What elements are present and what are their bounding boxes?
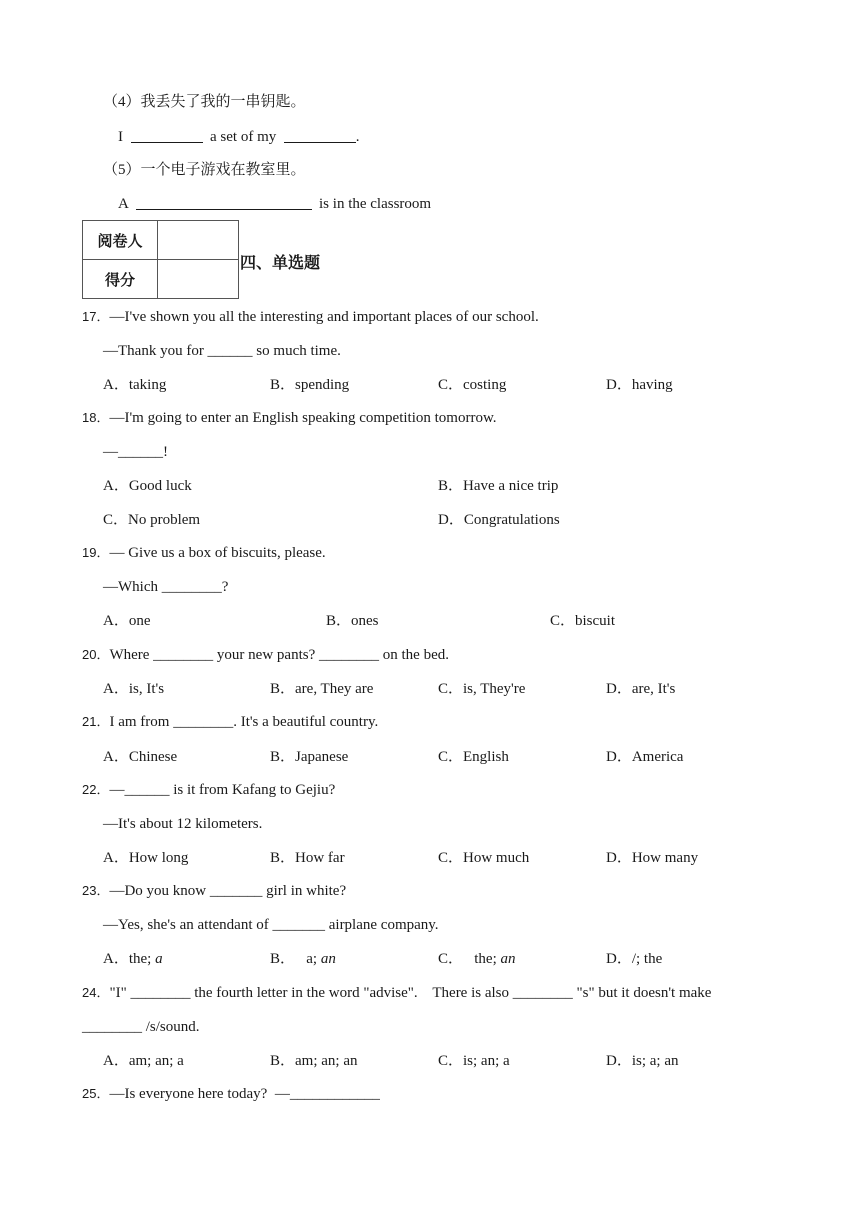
question-text: — Give us a box of biscuits, please. (109, 545, 326, 561)
question-21 (82, 712, 378, 732)
reviewer-label: 阅卷人 (83, 221, 158, 260)
score-cell[interactable] (158, 260, 239, 299)
question-20 (82, 645, 449, 665)
option-text: C． the; (438, 951, 501, 967)
question-number: 20． (82, 647, 110, 662)
question-text: I am from ________. It's a beautiful country. (109, 714, 379, 730)
question-text: "I" ________ the fourth letter in the word "advise". There is also ________ "s" but it doesn't make (109, 985, 712, 1001)
option-24-c[interactable]: C．is; an; a (438, 1053, 510, 1069)
question-number: 23． (82, 883, 110, 898)
question-text: —I'm going to enter an English speaking competition tomorrow. (109, 410, 497, 426)
question-22-line-2: —It's about 12 kilometers. (103, 816, 263, 832)
question-17 (82, 307, 539, 327)
question-number: 25． (82, 1086, 110, 1101)
q4-part-a: I (118, 129, 123, 145)
option-18-b[interactable]: B．Have a nice trip (438, 478, 559, 494)
option-22-b[interactable]: B．How far (270, 850, 345, 866)
option-22-d[interactable]: D．How many (606, 850, 699, 866)
option-23-c[interactable] (438, 949, 516, 969)
question-number: 17． (82, 309, 110, 324)
option-text: B． a; (270, 951, 321, 967)
option-24-a[interactable]: A．am; an; a (103, 1053, 184, 1069)
q5-blank[interactable] (136, 195, 312, 210)
option-18-d[interactable]: D．Congratulations (438, 512, 560, 528)
option-23-b[interactable] (270, 949, 336, 969)
question-number: 19． (82, 545, 110, 560)
question-18 (82, 408, 497, 428)
reviewer-cell[interactable] (158, 221, 239, 260)
question-number: 24． (82, 985, 110, 1000)
option-19-a[interactable]: A．one (103, 613, 151, 629)
question-text: Where ________ your new pants? ________ on the bed. (109, 647, 449, 663)
question-19 (82, 543, 326, 563)
option-21-b[interactable]: B．Japanese (270, 749, 349, 765)
question-24 (82, 983, 711, 1003)
q4-prompt: （4）我丢失了我的一串钥匙。 (103, 94, 306, 110)
question-number: 22． (82, 782, 110, 797)
q5-sentence (118, 194, 431, 214)
option-20-b[interactable]: B．are, They are (270, 681, 374, 697)
question-text: —Is everyone here today? —____________ (109, 1086, 380, 1102)
option-italic: a (155, 951, 163, 967)
question-25 (82, 1084, 380, 1104)
option-17-d[interactable]: D．having (606, 377, 673, 393)
section-title: 四、单选题 (240, 253, 321, 272)
option-italic: an (500, 951, 516, 967)
option-18-c[interactable]: C．No problem (103, 512, 201, 528)
question-17-line-2: —Thank you for ______ so much time. (103, 343, 341, 359)
question-text: —Do you know _______ girl in white? (109, 883, 347, 899)
q4-blank-1[interactable] (131, 128, 203, 143)
q5-part-b: is in the classroom (319, 196, 432, 212)
option-22-a[interactable]: A．How long (103, 850, 189, 866)
option-23-a[interactable] (103, 949, 163, 969)
option-24-d[interactable]: D．is; a; an (606, 1053, 679, 1069)
option-17-c[interactable]: C．costing (438, 377, 507, 393)
option-italic: an (320, 951, 336, 967)
option-19-b[interactable]: B．ones (326, 613, 379, 629)
q5-part-a: A (118, 196, 129, 212)
option-20-a[interactable]: A．is, It's (103, 681, 165, 697)
option-20-d[interactable]: D．are, It's (606, 681, 676, 697)
question-23 (82, 881, 346, 901)
option-22-c[interactable]: C．How much (438, 850, 530, 866)
option-17-b[interactable]: B．spending (270, 377, 350, 393)
question-18-line-2: —______! (103, 444, 168, 460)
question-number: 18． (82, 410, 110, 425)
option-21-d[interactable]: D．America (606, 749, 684, 765)
question-23-line-2: —Yes, she's an attendant of _______ airplane company. (103, 917, 439, 933)
question-24-line-2: ________ /s/sound. (82, 1019, 200, 1035)
q4-sentence (118, 127, 359, 147)
option-18-a[interactable]: A．Good luck (103, 478, 192, 494)
score-label: 得分 (83, 260, 158, 299)
option-text: A．the; (103, 951, 156, 967)
option-24-b[interactable]: B．am; an; an (270, 1053, 358, 1069)
option-20-c[interactable]: C．is, They're (438, 681, 526, 697)
question-text: —______ is it from Kafang to Gejiu? (109, 782, 336, 798)
option-23-d[interactable]: D．/; the (606, 951, 663, 967)
grader-table (82, 220, 239, 299)
q4-blank-2[interactable] (284, 128, 356, 143)
question-19-line-2: —Which ________? (103, 579, 229, 595)
q5-prompt: （5）一个电子游戏在教室里。 (103, 162, 306, 178)
q4-part-b: a set of my (210, 129, 277, 145)
question-text: —I've shown you all the interesting and important places of our school. (109, 309, 539, 325)
question-number: 21． (82, 714, 110, 729)
q4-part-c: . (355, 129, 360, 145)
option-17-a[interactable]: A．taking (103, 377, 167, 393)
question-22 (82, 780, 335, 800)
option-21-a[interactable]: A．Chinese (103, 749, 178, 765)
option-19-c[interactable]: C．biscuit (550, 613, 616, 629)
option-21-c[interactable]: C．English (438, 749, 509, 765)
